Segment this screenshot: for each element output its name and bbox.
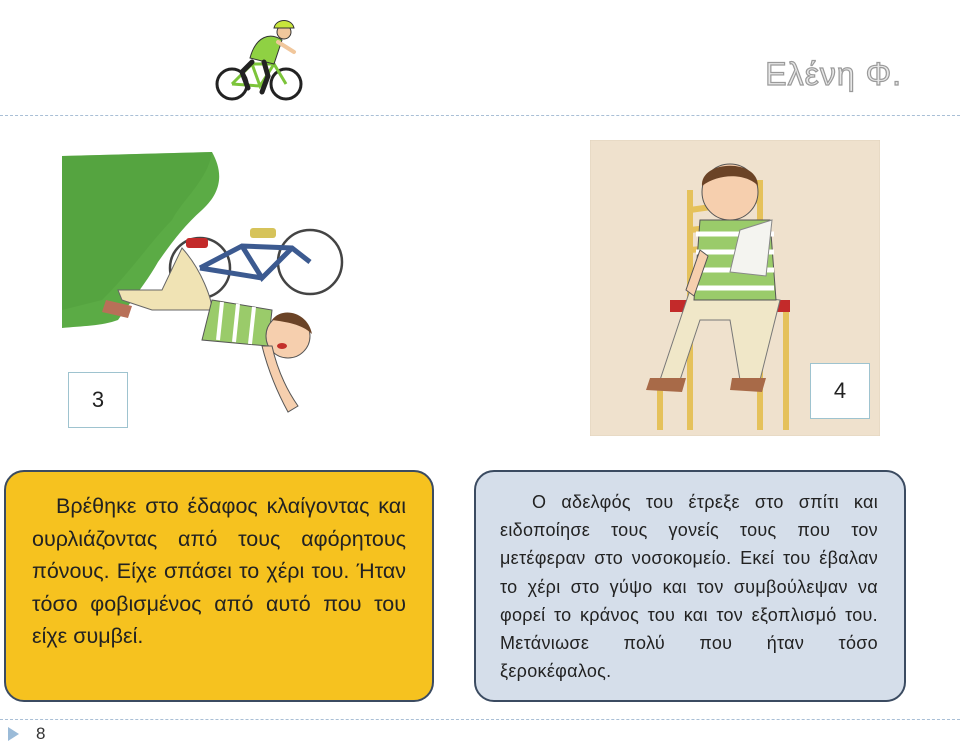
panel-number-4: 4 bbox=[810, 363, 870, 419]
page-number: 8 bbox=[36, 724, 46, 743]
top-divider bbox=[0, 115, 960, 116]
cyclist-illustration bbox=[212, 6, 304, 104]
story-text-4: Ο αδελφός του έτρεξε στο σπίτι και ειδοποίησε τους γονείς τους που τον μετέφεραν στο νοσοκομείο. Εκεί του έβαλαν το χέρι στο γύψο και τον συμβούλεψαν να φορεί το κράνος του και τον εξοπλισμό του. Μετάνιωσε πολύ που ήταν τόσο ξεροκέφαλος. bbox=[500, 492, 878, 682]
page-marker-icon bbox=[8, 727, 19, 741]
story-text-3: Βρέθηκε στο έδαφος κλαίγοντας και ουρλιάζοντας από τους αφόρητους πόνους. Είχε σπάσει το χέρι του. Ήταν τόσο φοβισμένος από αυτό που του είχε συμβεί. bbox=[32, 494, 406, 648]
bottom-divider bbox=[0, 719, 960, 720]
panel-number-3: 3 bbox=[68, 372, 128, 428]
author-name: Ελένη Φ. bbox=[765, 56, 902, 92]
story-box-3 bbox=[4, 470, 434, 702]
story-box-4 bbox=[474, 470, 906, 702]
